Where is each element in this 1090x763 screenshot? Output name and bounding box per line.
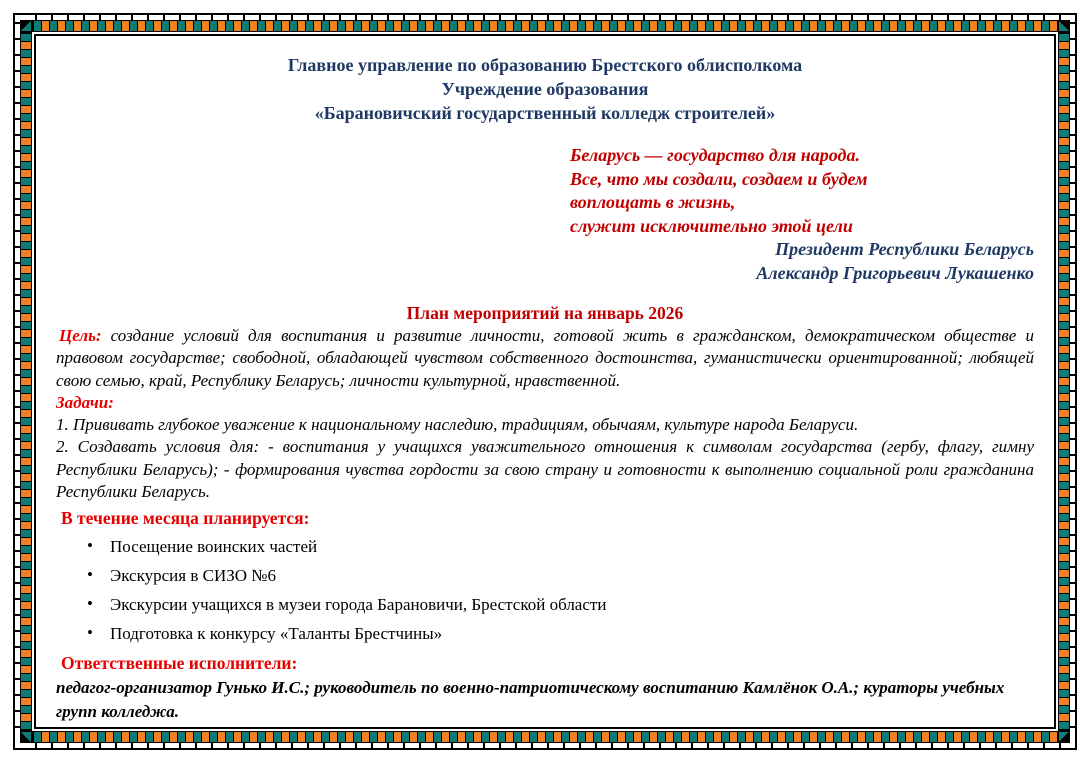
bullet-icon: • [87, 594, 93, 614]
bullet-icon: • [87, 536, 93, 556]
epigraph-attribution [56, 238, 1034, 285]
border-ticks-right [1070, 21, 1075, 742]
responsible-text: педагог-организатор Гунько И.С.; руководитель по военно-патриотическому воспитанию Камлёнок О.А.; кураторы учебных групп колледжа. [56, 678, 1005, 721]
plan-title: План мероприятий на январь 2026 [406, 303, 684, 323]
border-corner-bottom-right [1058, 731, 1070, 743]
header-line-2: Учреждение образования [441, 79, 649, 99]
event-label: Посещение воинских частей [110, 537, 318, 557]
event-label: Подготовка к конкурсу «Таланты Брестчины» [110, 624, 443, 644]
header-line-1: Главное управление по образованию Брестского облисполкома [287, 55, 803, 75]
tasks-label: Задачи: [56, 392, 114, 412]
task-item-2: 2. Создавать условия для: - воспитания у учащихся уважительного отношения к символам государства (гербу, флагу, гимну Республики Беларусь); - формирования чувства гордости за свою страну и готовности к выполнению социальной роли гражданина Республики Беларусь. [56, 437, 1034, 502]
goal-paragraph [56, 325, 1034, 392]
border-squares-right [1058, 32, 1070, 731]
border-squares-bottom [32, 731, 1058, 743]
document-header [56, 53, 1034, 125]
list-item [56, 536, 1034, 558]
responsible-label: Ответственные исполнители: [61, 653, 298, 674]
goal-label: Цель: [59, 326, 102, 345]
task-item-1: 1. Прививать глубокое уважение к национальному наследию, традициям, обычаям, культуре народа Беларуси. [56, 415, 859, 435]
border-squares-top [32, 20, 1058, 32]
header-line-3: «Барановичский государственный колледж строителей» [314, 103, 776, 123]
document-content [36, 36, 1054, 727]
event-label: Экскурсии учащихся в музеи города Барановичи, Брестской области [110, 595, 607, 615]
epigraph-line-3: воплощать в жизнь, [570, 192, 736, 212]
list-item [56, 565, 1034, 587]
attribution-name: Александр Григорьевич Лукашенко [756, 262, 1034, 283]
event-label: Экскурсия в СИЗО №6 [110, 566, 276, 586]
bullet-icon: • [87, 565, 93, 585]
border-corner-top-left [20, 20, 32, 32]
border-corner-bottom-left [20, 731, 32, 743]
border-ticks-bottom [21, 743, 1069, 748]
border-corner-top-right [1058, 20, 1070, 32]
epigraph [56, 144, 1034, 285]
list-item [56, 623, 1034, 645]
attribution-title: Президент Республики Беларусь [775, 239, 1034, 259]
epigraph-line-2: Все, что мы создали, создаем и будем [570, 168, 868, 189]
events-list [56, 536, 1034, 645]
epigraph-line-4: служит исключительно этой цели [570, 215, 853, 236]
bullet-icon: • [87, 623, 93, 643]
epigraph-line-1: Беларусь — государство для народа. [570, 145, 860, 165]
goal-text: создание условий для воспитания и развитие личности, готовой жить в гражданском, демократическом обществе и правовом государстве; свободной, обладающей чувством собственного достоинства, гуманистически ориентированной; любящей свою семью, край, Республику Беларусь; личности культурной, нравственной. [56, 326, 1034, 390]
border-squares-left [20, 32, 32, 731]
list-item [56, 594, 1034, 616]
month-plan-label: В течение месяца планируется: [61, 508, 310, 529]
epigraph-text [570, 144, 1034, 238]
